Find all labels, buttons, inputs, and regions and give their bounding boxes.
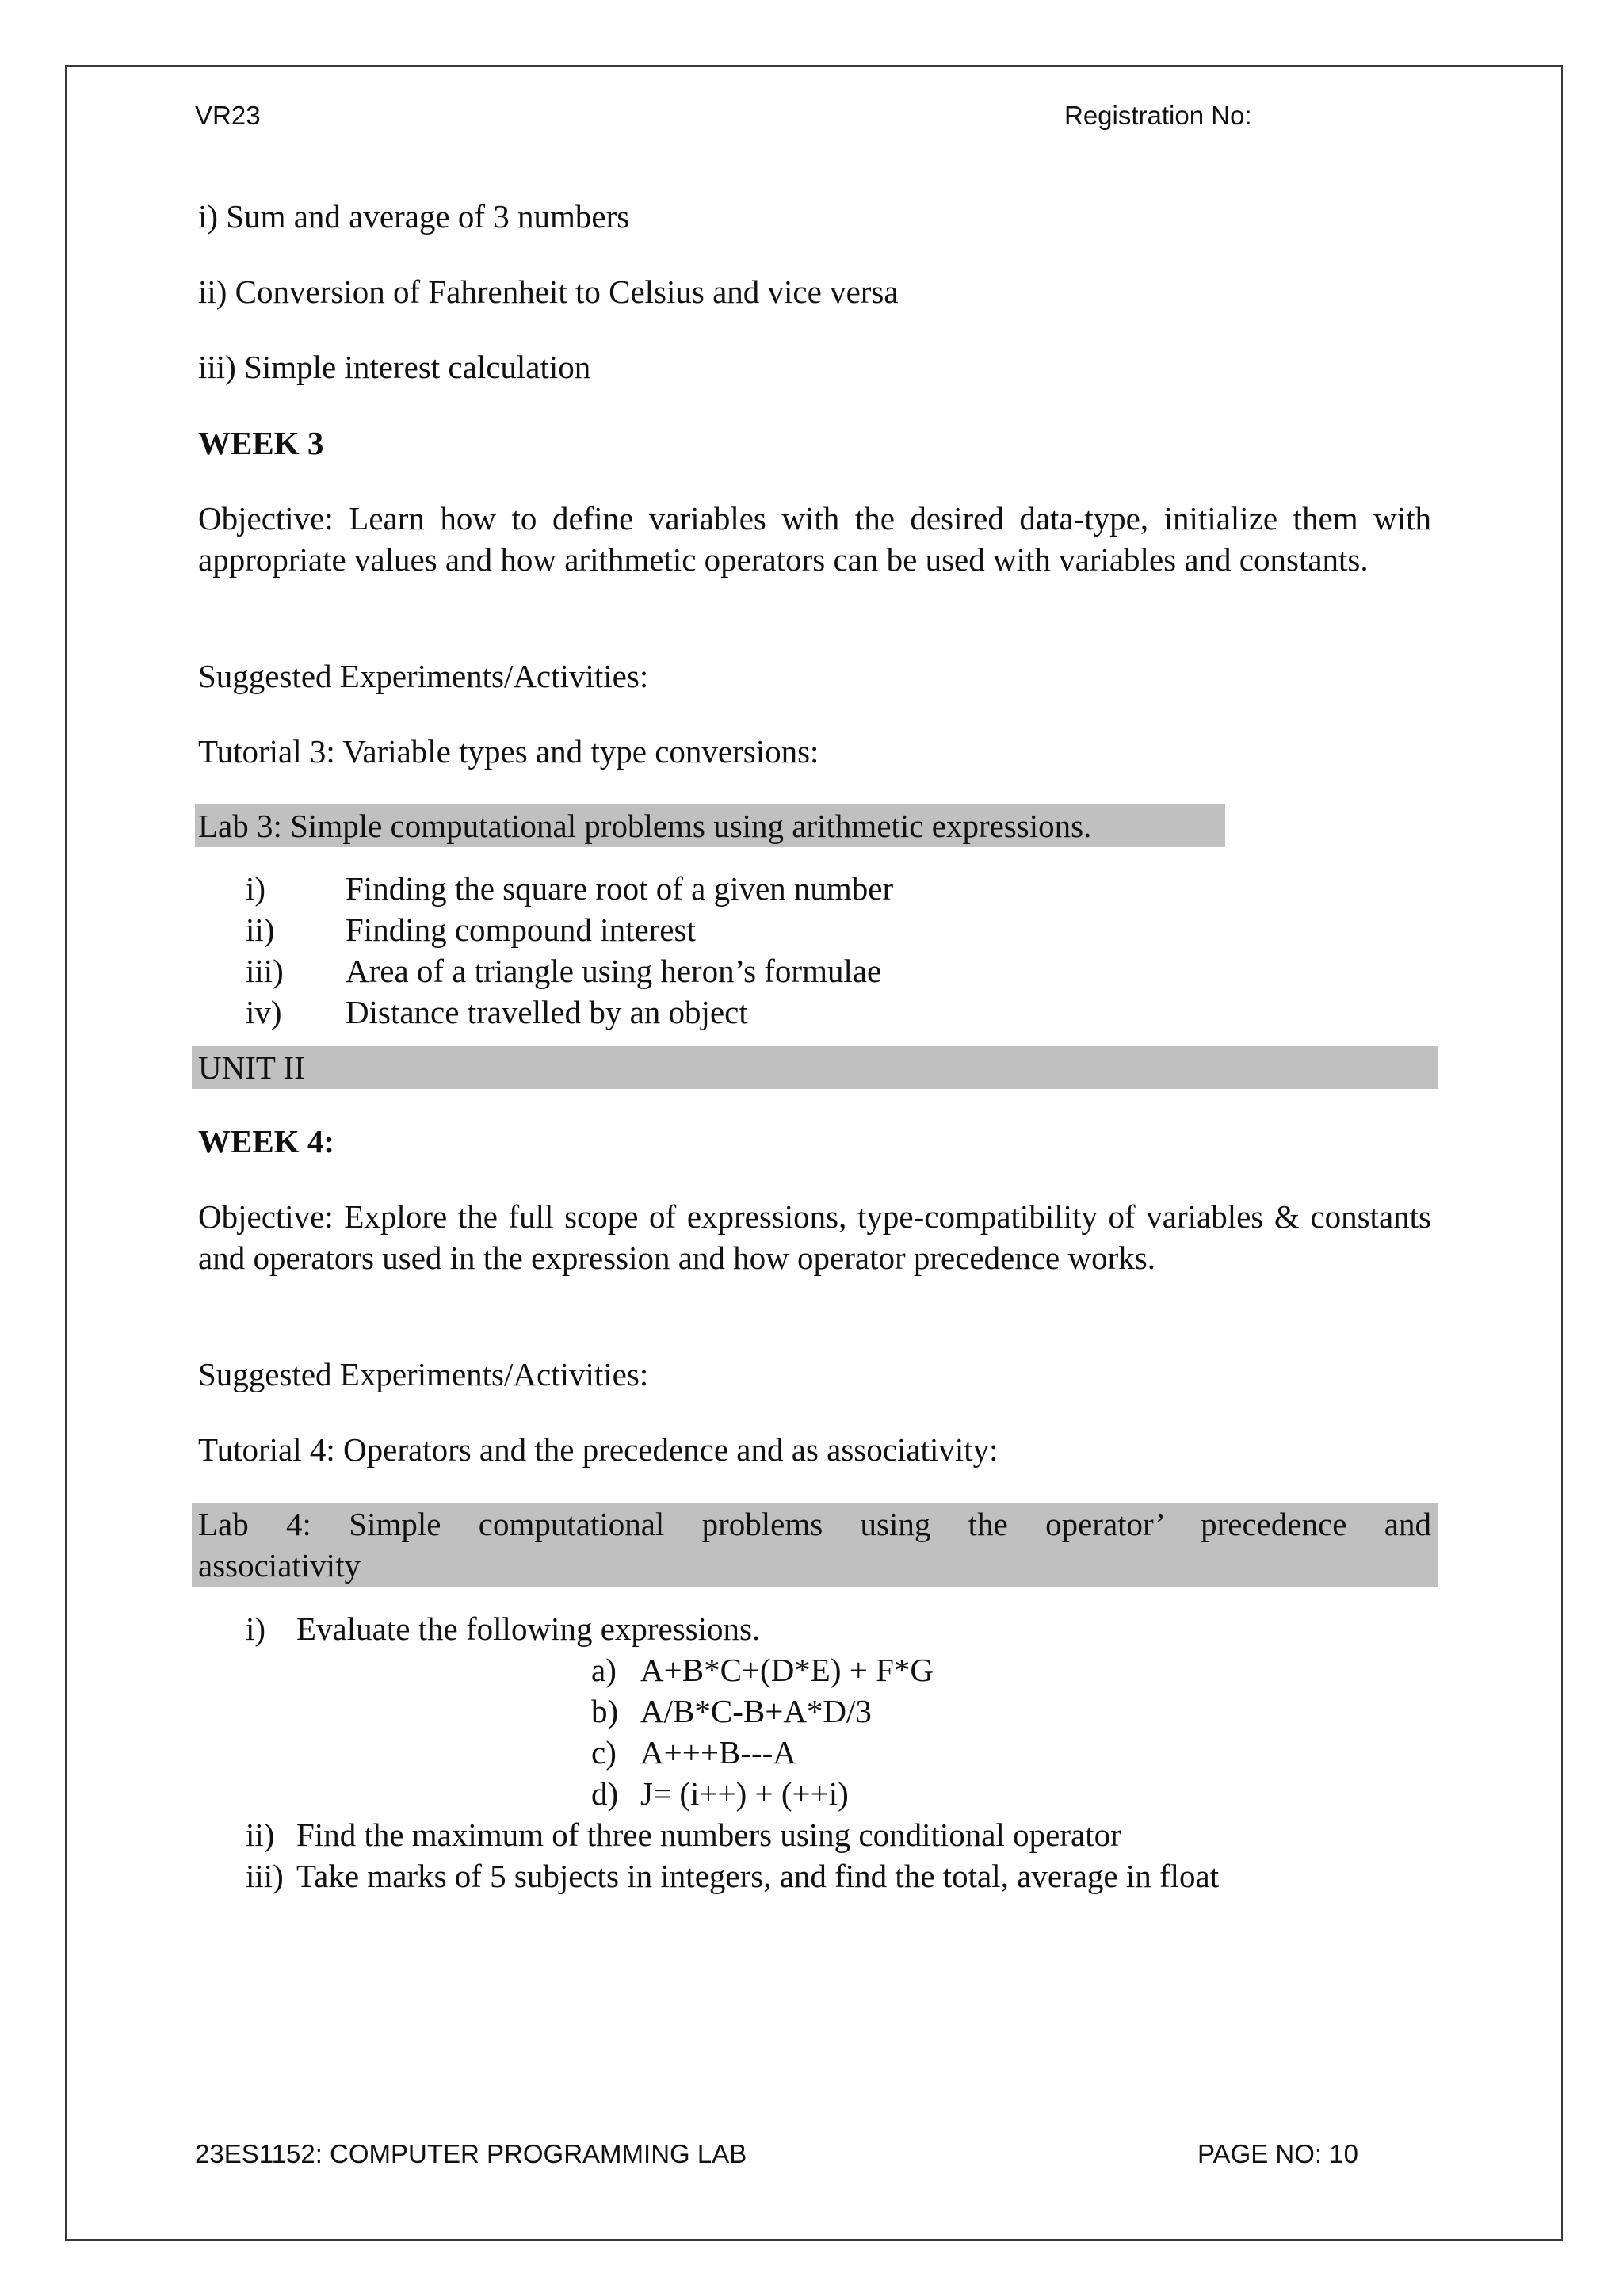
week3-title: WEEK 3 xyxy=(198,425,324,461)
footer-course-title: 23ES1152: COMPUTER PROGRAMMING LAB xyxy=(195,2139,747,2168)
header-registration-label: Registration No: xyxy=(1064,101,1252,130)
week3-item-num-4: iv) xyxy=(246,994,282,1030)
expression-num-a: a) xyxy=(591,1652,617,1688)
week3-item-4: Distance travelled by an object xyxy=(346,994,748,1030)
week4-item-3: Take marks of 5 subjects in integers, and find the total, average in float xyxy=(296,1858,1220,1894)
week3-item-3: Area of a triangle using heron’s formulae xyxy=(346,953,882,989)
expression-a: A+B*C+(D*E) + F*G xyxy=(640,1652,934,1688)
header-doc-code: VR23 xyxy=(195,101,261,130)
footer-page-number: PAGE NO: 10 xyxy=(1197,2139,1358,2168)
expression-d: J= (i++) + (++i) xyxy=(640,1775,849,1812)
unit-heading-bar xyxy=(192,1046,1438,1089)
intro-item-3: iii) Simple interest calculation xyxy=(198,349,591,385)
expression-c: A+++B---A xyxy=(640,1734,796,1771)
week4-objective: Objective: Explore the full scope of expressions, type-compatibility of variables & constants and operators used in the expression and how operator precedence works. xyxy=(198,1198,1431,1276)
expression-num-c: c) xyxy=(591,1734,617,1771)
week3-item-num-2: ii) xyxy=(246,911,275,948)
week3-lab-text: Lab 3: Simple computational problems using arithmetic expressions xyxy=(198,808,1084,844)
week3-tutorial: Tutorial 3: Variable types and type conversions: xyxy=(198,733,819,770)
unit-heading: UNIT II xyxy=(198,1049,305,1086)
week3-lab xyxy=(198,805,1091,846)
expression-num-b: b) xyxy=(591,1693,619,1729)
week4-item-num-2: ii) xyxy=(246,1817,275,1853)
week4-lab xyxy=(198,1503,1431,1586)
week4-lab-line2: associativity xyxy=(198,1547,361,1584)
week4-item-2: Find the maximum of three numbers using conditional operator xyxy=(296,1817,1121,1853)
intro-item-2: ii) Conversion of Fahrenheit to Celsius and vice versa xyxy=(198,273,899,310)
week4-suggested: Suggested Experiments/Activities: xyxy=(198,1356,649,1392)
week3-item-num-3: iii) xyxy=(246,953,284,989)
week4-item-num-3: iii) xyxy=(246,1858,284,1894)
week4-tutorial: Tutorial 4: Operators and the precedence and as associativity: xyxy=(198,1431,999,1468)
week3-item-1: Finding the square root of a given number xyxy=(346,870,894,907)
week3-objective: Objective: Learn how to define variables with the desired data-type, initialize them with appropriate values and how arithmetic operators can be used with variables and constants. xyxy=(198,500,1431,578)
week4-lab-line1: Lab 4: Simple computational problems using the operator’ precedence and xyxy=(198,1506,1431,1542)
week3-item-num-1: i) xyxy=(246,870,266,907)
week4-item-1: Evaluate the following expressions. xyxy=(296,1610,761,1647)
expression-b: A/B*C-B+A*D/3 xyxy=(640,1693,872,1729)
intro-item-1: i) Sum and average of 3 numbers xyxy=(198,198,630,235)
week3-suggested: Suggested Experiments/Activities: xyxy=(198,658,649,694)
expression-num-d: d) xyxy=(591,1775,619,1812)
week3-item-2: Finding compound interest xyxy=(346,911,696,948)
week4-title: WEEK 4: xyxy=(198,1123,334,1159)
week3-lab-period: . xyxy=(1083,808,1092,844)
week4-item-num-1: i) xyxy=(246,1610,266,1647)
